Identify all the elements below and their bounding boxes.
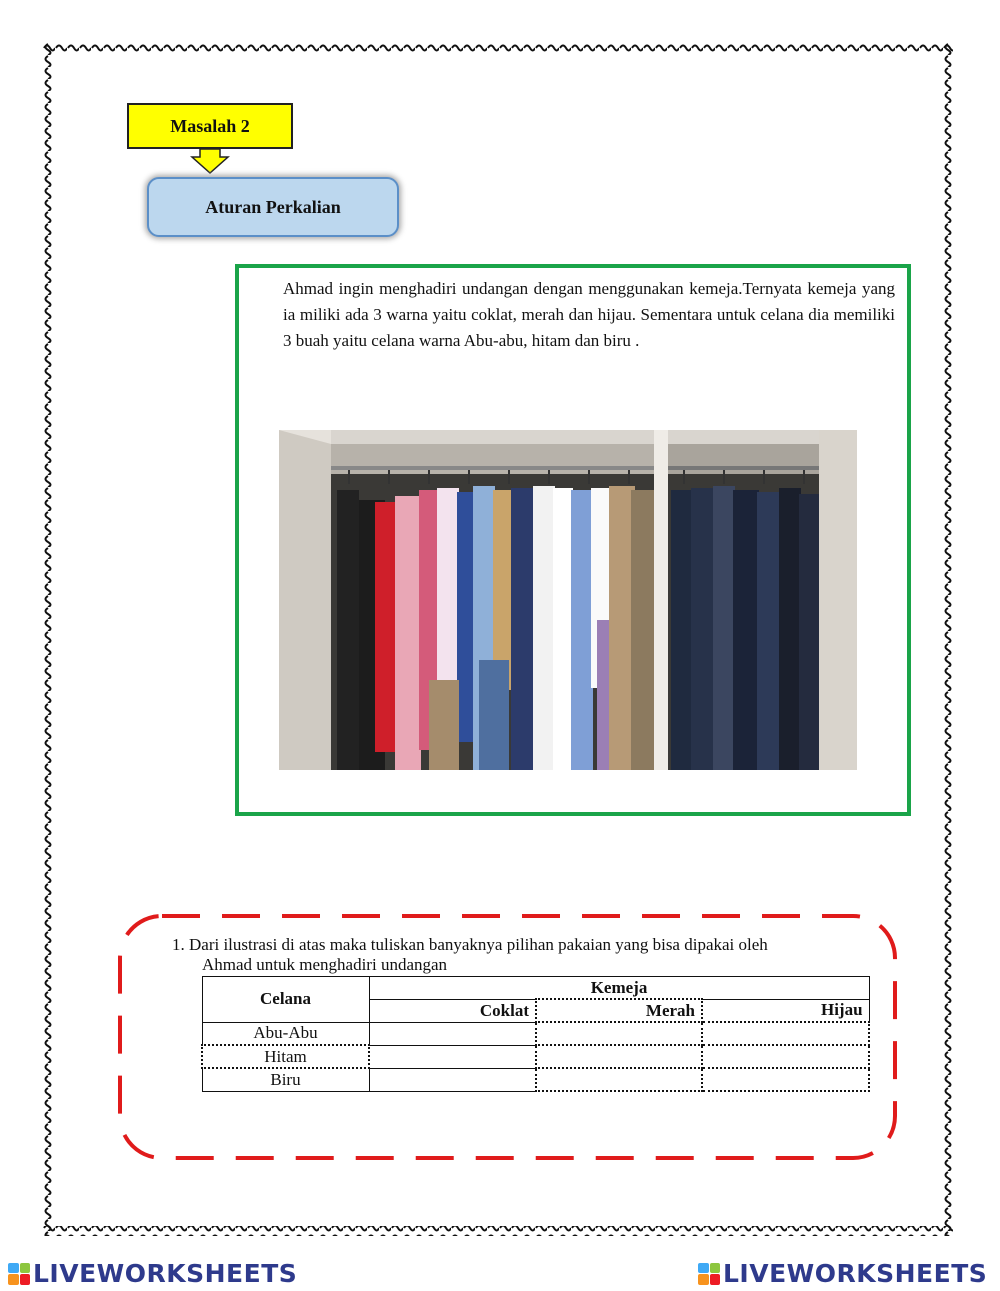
liveworksheets-logo-icon xyxy=(8,1263,30,1285)
column-group-kemeja: Kemeja xyxy=(369,977,869,1000)
answer-cell[interactable] xyxy=(369,1022,536,1045)
problem-callout xyxy=(127,103,293,149)
table-row xyxy=(202,1068,869,1091)
task-line-2: Ahmad untuk menghadiri undangan xyxy=(202,955,448,974)
table-row xyxy=(202,1022,869,1045)
answer-cell[interactable] xyxy=(369,1068,536,1091)
column-hijau: Hijau xyxy=(702,999,869,1022)
wardrobe-photo xyxy=(279,430,857,770)
topic-label: Aturan Perkalian xyxy=(205,196,341,217)
task-question xyxy=(172,934,872,976)
topic-box xyxy=(147,177,399,237)
problem-label: Masalah 2 xyxy=(127,103,293,149)
row-label-biru: Biru xyxy=(202,1068,369,1091)
liveworksheets-logo-left xyxy=(8,1259,297,1288)
column-merah: Merah xyxy=(536,999,702,1022)
answer-table xyxy=(201,976,870,1092)
answer-cell[interactable] xyxy=(536,1022,702,1045)
row-label-abu-abu: Abu-Abu xyxy=(202,1022,369,1045)
answer-cell[interactable] xyxy=(369,1045,536,1068)
brand-text: LIVEWORKSHEETS xyxy=(723,1259,988,1288)
brand-text: LIVEWORKSHEETS xyxy=(33,1259,298,1288)
answer-cell[interactable] xyxy=(702,1045,869,1068)
liveworksheets-logo-right xyxy=(698,1259,987,1288)
column-coklat: Coklat xyxy=(369,999,536,1022)
answer-cell[interactable] xyxy=(536,1068,702,1091)
table-row xyxy=(202,1045,869,1068)
answer-cell[interactable] xyxy=(702,1022,869,1045)
answer-cell[interactable] xyxy=(702,1068,869,1091)
row-header-celana: Celana xyxy=(202,977,369,1023)
story-text: Ahmad ingin menghadiri undangan dengan menggunakan kemeja.Ternyata kemeja yang ia miliki ada 3 warna yaitu coklat, merah dan hijau. Sementara untuk celana dia memiliki 3 buah yaitu celana warna Abu-abu, hitam dan biru . xyxy=(283,279,895,350)
row-label-hitam: Hitam xyxy=(202,1045,369,1068)
down-arrow-icon xyxy=(190,149,230,175)
task-line-1: 1. Dari ilustrasi di atas maka tuliskan banyaknya pilihan pakaian yang bisa dipakai oleh xyxy=(172,935,768,954)
answer-cell[interactable] xyxy=(536,1045,702,1068)
liveworksheets-logo-icon xyxy=(698,1263,720,1285)
